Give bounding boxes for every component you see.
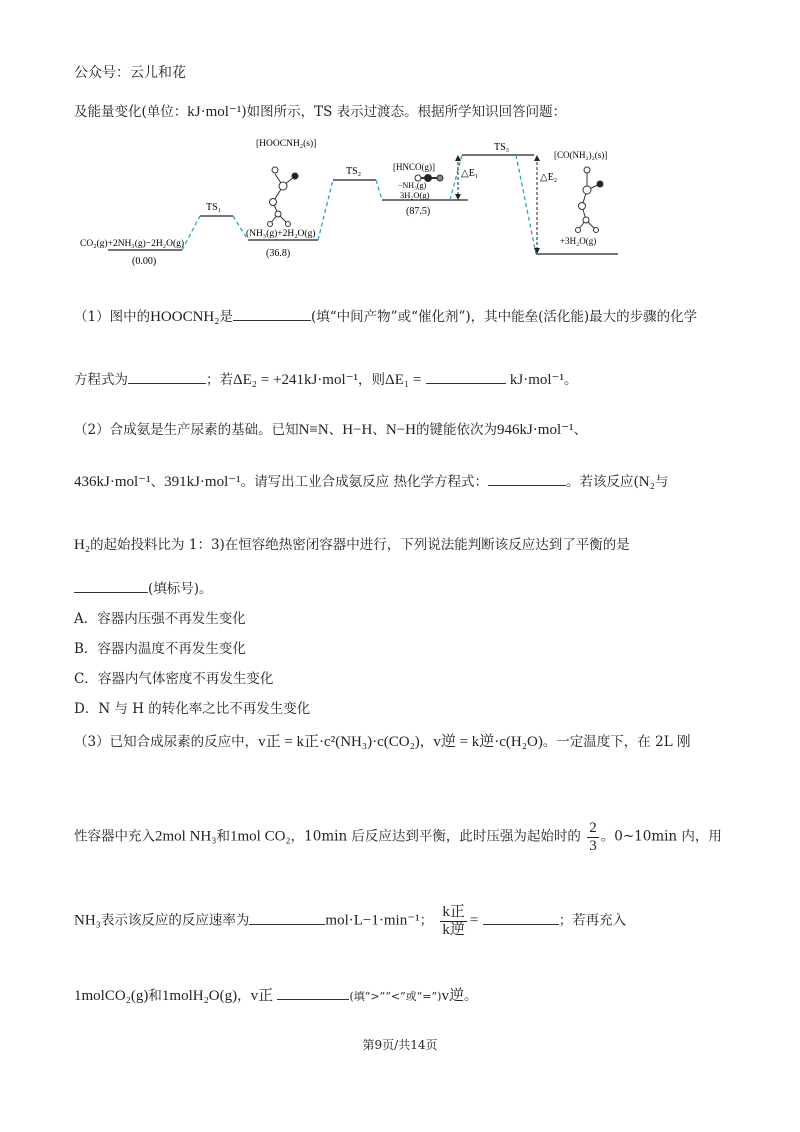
label-intermediate1: [HOOCNH₂(s)]: [256, 139, 317, 149]
molecule-hoocnh2-icon: [268, 167, 299, 227]
label-reactants: CO₂(g)+2NH₃(g)−2H₂O(g): [80, 239, 185, 249]
q3-line4-period: 。: [463, 988, 478, 1004]
publisher-label: 公众号：云儿和花: [74, 65, 186, 81]
q3-v-forward: v正: [250, 988, 274, 1004]
path-ts3-p: [516, 155, 536, 254]
q3-charge2: 1mol CO₂: [229, 828, 291, 845]
q3-blank-2[interactable]: [483, 910, 559, 925]
label-product: [CO(NH₂)₂(s)]: [554, 150, 608, 160]
label-ts2: TS₂: [346, 166, 362, 177]
q2-prefix: （2）合成氨是生产尿素的基础。已知: [74, 422, 299, 438]
label-intermediate2-line3: 3H₂O(g): [400, 190, 430, 200]
q2-option-c[interactable]: C．容器内气体密度不再发生变化: [74, 671, 274, 687]
q2-sep4: 、: [150, 474, 165, 490]
label-delta-e2: △E₂: [540, 172, 558, 183]
q2-energy1: 946kJ·mol⁻¹: [496, 422, 574, 438]
q3-line4: [74, 984, 477, 1005]
label-intermediate1-energy: (36.8): [266, 248, 291, 259]
label-intermediate2-energy: (87.5): [406, 206, 431, 217]
intro-suffix: )如图所示，TS 表示过渡态。根据所学知识回答问题：: [241, 104, 567, 120]
molecule-urea-icon: [576, 167, 604, 233]
q3-comma: ，: [419, 734, 434, 750]
q2-line4: [74, 577, 213, 597]
q1-period: 。: [563, 372, 578, 388]
q2-option-d[interactable]: D．N 与 H 的转化率之比不再发生变化: [74, 701, 311, 717]
q1-delta-e2: ΔE₂ = +241kJ·mol⁻¹: [233, 372, 359, 388]
q3-line2-prefix: 性容器中充入: [74, 828, 155, 845]
q2-sep1: 、: [328, 422, 343, 438]
q3-line3: [74, 904, 626, 938]
intro-prefix: 及能量变化(单位：: [74, 104, 188, 120]
label-intermediate1-level: (NH₃(g)+2H₂O(g): [246, 229, 316, 239]
label-ts1: TS₁: [206, 202, 222, 213]
q3-line2: [74, 820, 722, 854]
q3-rate-forward: v正 = k正·c²(NH₃)·c(CO₂): [258, 734, 420, 750]
q3-line2-suffix: 。0~10min 内，用: [600, 828, 722, 845]
intro-unit: kJ·mol⁻¹: [187, 104, 242, 120]
q2-n2: N₂: [638, 474, 655, 490]
q1-delta-e1: ΔE₁ =: [385, 372, 422, 388]
label-product-water: +3H₂O(g): [560, 236, 597, 246]
q2-bond3: N−H: [385, 422, 416, 438]
q2-blank-2[interactable]: [74, 578, 148, 593]
q3-semicolon: ；: [419, 912, 434, 929]
q3-and: 和: [216, 828, 230, 845]
q3-suffix: 。一定温度下，在 2L 刚: [542, 734, 691, 750]
q2-line2-text: 。请写出工业合成氨反应 热化学方程式：: [240, 474, 488, 490]
q2-sep3: 、: [573, 422, 588, 438]
q1-if: ；若: [206, 372, 233, 388]
q3-charge1: 2mol NH₃: [155, 828, 217, 845]
q2-line2-tail: 。若该反应(: [565, 474, 639, 490]
q3-line1: [74, 730, 690, 751]
q1-prefix: （1）图中的: [74, 309, 151, 325]
label-delta-e1: △E₁: [461, 168, 479, 179]
q3-recharge2: 1molH₂O(g): [161, 988, 238, 1004]
q3-line3-tail: ；若再充入: [558, 912, 627, 929]
q1-blank-3[interactable]: [426, 369, 506, 384]
q1-mid: 是: [219, 309, 233, 325]
q2-line2: [74, 470, 668, 491]
q3-blank-1[interactable]: [249, 910, 325, 925]
q3-k-ratio: [440, 904, 467, 938]
q2-h2: H₂: [74, 537, 91, 553]
energy-diagram: [70, 132, 640, 272]
q3-rate-unit: mol·L−1·min⁻¹: [325, 912, 420, 929]
label-reactants-energy: (0.00): [132, 256, 157, 267]
q3-v-reverse: v逆: [441, 988, 464, 1004]
label-ts3: TS₃: [494, 142, 510, 153]
q3-rate-reverse: v逆 = k逆·c(H₂O): [433, 734, 543, 750]
label-intermediate2-line2: −NH₃(g): [398, 181, 427, 190]
q3-blank-3[interactable]: [277, 985, 349, 1000]
q2-line3-text: 的起始投料比为 1：3)在恒容绝热密闭容器中进行，下列说法能判断该反应达到了平衡的是: [90, 537, 630, 553]
q2-energy2: 436kJ·mol⁻¹: [74, 474, 151, 490]
page-number: 第9页/共14页: [362, 1038, 438, 1052]
q3-recharge-and: 和: [148, 988, 162, 1004]
q3-line3-mid: 表示该反应的反应速率为: [100, 912, 250, 929]
q3-line4-comma: ，: [237, 988, 251, 1004]
q1-blank-1[interactable]: [233, 306, 311, 321]
q1-then: ，则: [358, 372, 386, 388]
q3-k-num: k正: [442, 904, 465, 920]
intro-line: [74, 100, 566, 121]
q3-line4-fill: (填“>”“<”或“=”): [349, 990, 442, 1003]
path-i1-ts2: [318, 180, 333, 240]
q3-line2-mid: ，10min 后反应达到平衡，此时压强为起始时的: [290, 828, 581, 845]
q2-blank-1[interactable]: [488, 471, 566, 486]
q2-option-b[interactable]: B．容器内温度不再发生变化: [74, 641, 246, 657]
q2-bond2: H−H: [342, 422, 373, 438]
q3-equals: =: [469, 912, 479, 929]
q2-energy3: 391kJ·mol⁻¹: [164, 474, 241, 490]
q3-k-den: k逆: [442, 921, 465, 938]
q2-and: 与: [654, 474, 669, 490]
q1-line2: [74, 368, 577, 389]
label-intermediate2-line1: [HNCO(g)]: [393, 162, 435, 172]
q2-sep2: 、: [372, 422, 386, 438]
q3-frac-num: 2: [589, 820, 597, 836]
q3-recharge1: 1molCO₂(g): [74, 988, 149, 1004]
q1-unit: kJ·mol⁻¹: [509, 372, 564, 388]
q2-line4-text: (填标号)。: [148, 581, 213, 597]
q1-blank-2[interactable]: [128, 369, 206, 384]
q3-frac-den: 3: [589, 837, 597, 854]
q3-fraction: [587, 820, 599, 854]
q1-suffix: (填“中间产物”或“催化剂”)，其中能垒(活化能)最大的步骤的化学: [311, 309, 698, 325]
q3-nh3: NH₃: [74, 912, 101, 929]
q1-line2-prefix: 方程式为: [74, 372, 128, 388]
q2-line3: [74, 533, 630, 554]
q3-prefix: （3）已知合成尿素的反应中，: [74, 734, 259, 750]
path-ts2-i2: [376, 180, 382, 200]
q1-line1: [74, 305, 697, 326]
q1-formula: HOOCNH₂: [150, 309, 220, 325]
q2-line1: [74, 418, 587, 439]
q2-suffix: 的键能依次为: [415, 422, 497, 438]
q2-option-a[interactable]: A．容器内压强不再发生变化: [74, 611, 246, 627]
q2-bond1: N≡N: [298, 422, 329, 438]
path-r-ts1: [182, 216, 200, 250]
